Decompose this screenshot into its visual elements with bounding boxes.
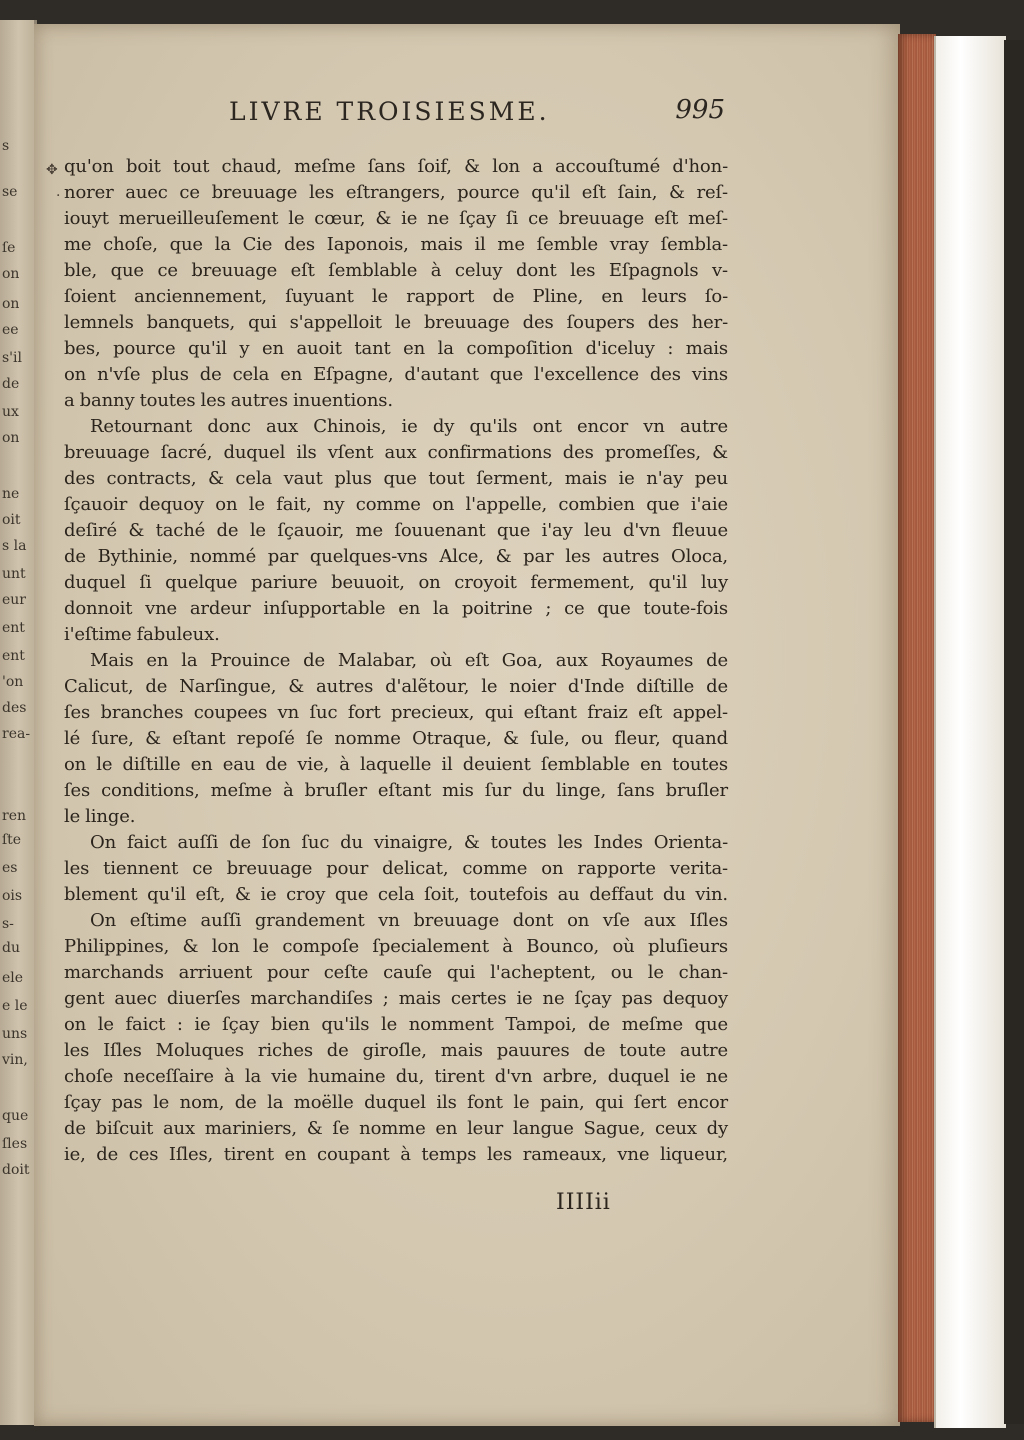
- facing-page-fragment: oit: [2, 512, 21, 528]
- facing-page-fragment: ne: [2, 486, 20, 502]
- text-line: gent auec diuerſes marchandiſes ; mais certes ie ne ſçay pas dequoy: [64, 988, 728, 1009]
- facing-page-fragment: uns: [2, 1026, 28, 1042]
- text-line: Mais en la Prouince de Malabar, où eſt Goa, aux Royaumes de: [90, 650, 728, 671]
- body-text: [64, 154, 728, 1168]
- text-line: ſçay pas le nom, de la moëlle duquel ils font le pain, qui ſert encor: [64, 1092, 728, 1113]
- facing-page-fragment: unt: [2, 566, 26, 582]
- book-cover: [934, 36, 1006, 1428]
- running-head: [195, 91, 795, 135]
- text-line: les tiennent ce breuuage pour delicat, comme on rapporte verita-: [64, 858, 728, 879]
- facing-page-fragment: eur: [2, 592, 26, 608]
- text-line: des contracts, & cela vaut plus que tout ſerment, mais ie n'ay peu: [64, 468, 728, 489]
- page: [34, 24, 900, 1426]
- facing-page-fragment: 'on: [2, 674, 24, 690]
- page-edges: [898, 34, 936, 1422]
- facing-page-fragment: s'il: [2, 350, 22, 366]
- text-line: ſçauoir dequoy on le fait, ny comme on l'appelle, combien que i'aie: [64, 494, 728, 515]
- facing-page-fragment: vin,: [2, 1052, 28, 1068]
- marginal-mark: ·: [56, 188, 61, 204]
- facing-page-fragment: s-: [2, 916, 14, 932]
- text-line: ſes conditions, meſme à bruſler eſtant mis ſur du linge, ſans bruſler: [64, 780, 728, 801]
- text-line: ſoient anciennement, ſuyuant le rapport de Pline, en leurs ſo-: [64, 286, 728, 307]
- text-line: le linge.: [64, 806, 136, 827]
- text-line: donnoit vne ardeur inſupportable en la poitrine ; ce que toute-fois: [64, 598, 728, 619]
- facing-page-fragment: s: [2, 138, 10, 154]
- text-line: deſiré & taché de le ſçauoir, me ſouuenant que i'ay leu d'vn fleuue: [64, 520, 728, 541]
- text-line: i'eſtime fabuleux.: [64, 624, 220, 645]
- text-line: ſes branches coupees vn ſuc fort precieux, qui eſtant fraiz eſt appel-: [64, 702, 728, 723]
- facing-page-fragment: ele: [2, 970, 24, 986]
- facing-page-margin: [0, 20, 37, 1425]
- facing-page-fragment: ren: [2, 808, 26, 824]
- text-line: lemnels banquets, qui s'appelloit le breuuage des ſoupers des her-: [64, 312, 728, 333]
- facing-page-fragment: ois: [2, 888, 23, 904]
- text-line: Philippines, & lon le compoſe ſpecialement à Bounco, où pluſieurs: [64, 936, 728, 957]
- facing-page-fragment: du: [2, 940, 20, 956]
- text-line: iouyt merueilleuſement le cœur, & ie ne ſçay ſi ce breuuage eſt meſ-: [64, 208, 728, 229]
- text-line: on le diſtille en eau de vie, à laquelle il deuient ſemblable en toutes: [64, 754, 728, 775]
- facing-page-fragment: es: [2, 860, 18, 876]
- facing-page-fragment: ux: [2, 404, 19, 420]
- page-number: 995: [675, 95, 725, 125]
- facing-page-fragment: on: [2, 430, 20, 446]
- text-line: a banny toutes les autres inuentions.: [64, 390, 393, 411]
- text-line: On faict auſſi de ſon ſuc du vinaigre, & toutes les Indes Orienta-: [90, 832, 728, 853]
- marginal-mark: ✥: [46, 162, 58, 178]
- text-line: ie, de ces Iſles, tirent en coupant à temps les rameaux, vne liqueur,: [64, 1144, 728, 1165]
- text-line: choſe neceſſaire à la vie humaine du, tirent d'vn arbre, duquel ie ne: [64, 1066, 728, 1087]
- text-line: on le faict : ie ſçay bien qu'ils le nomment Tampoi, de meſme que: [64, 1014, 728, 1035]
- facing-page-fragment: ent: [2, 620, 25, 636]
- text-line: breuuage ſacré, duquel ils vſent aux confirmations des promeſſes, &: [64, 442, 728, 463]
- text-line: de Bythinie, nommé par quelques-vns Alce, & par les autres Oloca,: [64, 546, 728, 567]
- text-line: de biſcuit aux mariniers, & ſe nomme en leur langue Sague, ceux dy: [64, 1118, 728, 1139]
- facing-page-fragment: ent: [2, 648, 25, 664]
- text-line: On eſtime auſſi grandement vn breuuage dont on vſe aux Iſles: [90, 910, 728, 931]
- text-line: Calicut, de Narſingue, & autres d'alẽtour, le noier d'Inde diſtille de: [64, 676, 728, 697]
- text-line: ble, que ce breuuage eſt ſemblable à celuy dont les Eſpagnols v-: [64, 260, 728, 281]
- text-line: marchands arriuent pour ceſte cauſe qui l'acheptent, ou le chan-: [64, 962, 728, 983]
- text-line: blement qu'il eſt, & ie croy que cela ſoit, toutefois au deffaut du vin.: [64, 884, 728, 905]
- facing-page-fragment: ee: [2, 322, 19, 338]
- text-line: norer auec ce breuuage les eſtrangers, pource qu'il eſt ſain, & reſ-: [64, 182, 728, 203]
- facing-page-fragment: on: [2, 296, 20, 312]
- facing-page-fragment: s la: [2, 538, 27, 554]
- text-line: lé ſure, & eſtant repoſé ſe nomme Otraque, & ſule, ou fleur, quand: [64, 728, 728, 749]
- facing-page-fragment: de: [2, 376, 20, 392]
- facing-page-fragment: rea-: [2, 726, 31, 742]
- background-edge: [1004, 40, 1024, 1424]
- facing-page-fragment: ſte: [2, 832, 22, 848]
- facing-page-fragment: ſe: [2, 240, 16, 256]
- facing-page-fragment: e le: [2, 998, 28, 1014]
- text-line: les Iſles Moluques riches de giroſle, mais pauures de toute autre: [64, 1040, 728, 1061]
- signature-mark: IIIIii: [556, 1190, 611, 1215]
- facing-page-fragment: que: [2, 1108, 29, 1124]
- facing-page-fragment: on: [2, 266, 20, 282]
- facing-page-fragment: doit: [2, 1162, 30, 1178]
- text-line: on n'vſe plus de cela en Eſpagne, d'autant que l'excellence des vins: [64, 364, 728, 385]
- text-line: qu'on boit tout chaud, meſme ſans ſoif, & lon a accouſtumé d'hon-: [64, 156, 728, 177]
- facing-page-fragment: se: [2, 184, 18, 200]
- facing-page-fragment: des: [2, 700, 27, 716]
- text-line: bes, pource qu'il y en auoit tant en la compoſition d'iceluy : mais: [64, 338, 728, 359]
- text-line: duquel ſi quelque pariure beuuoit, on croyoit fermement, qu'il luy: [64, 572, 728, 593]
- facing-page-fragment: ſles: [2, 1136, 28, 1152]
- text-line: Retournant donc aux Chinois, ie dy qu'ils ont encor vn autre: [90, 416, 728, 437]
- text-line: me choſe, que la Cie des Iaponois, mais il me ſemble vray ſembla-: [64, 234, 728, 255]
- running-head-title: LIVRE TROISIESME.: [229, 97, 550, 126]
